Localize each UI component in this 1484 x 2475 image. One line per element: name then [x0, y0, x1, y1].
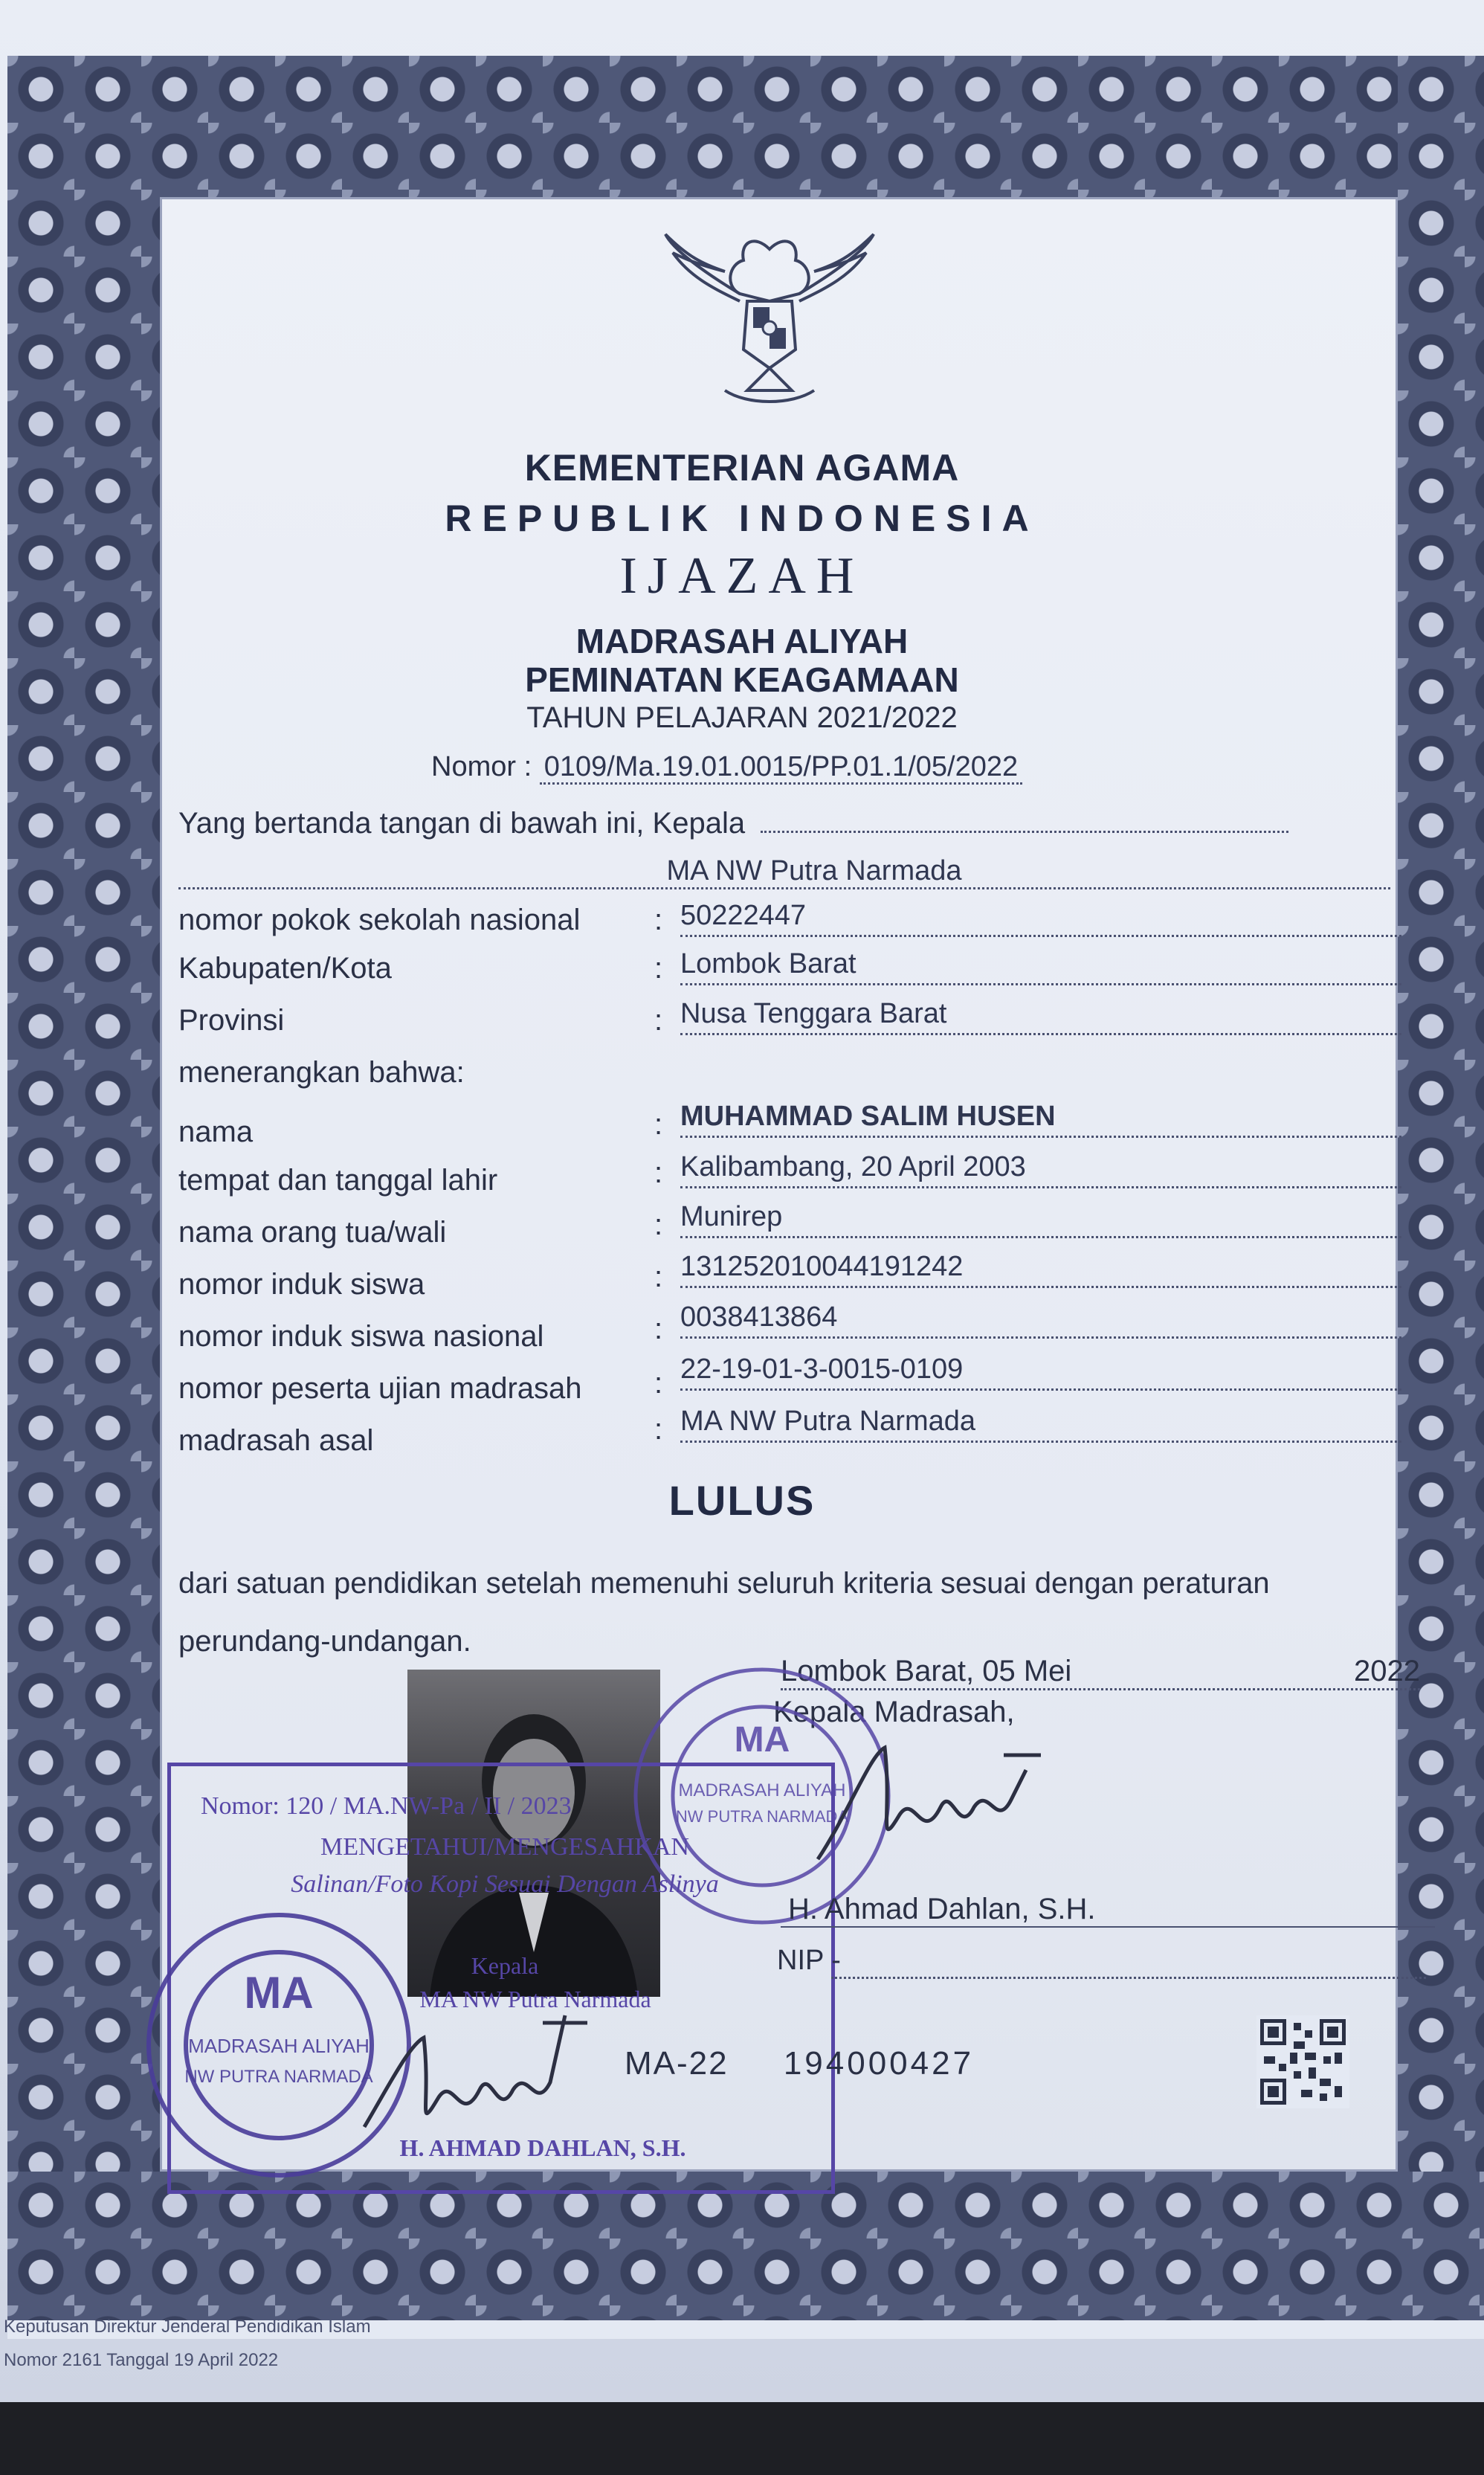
exam-number-label: nomor peserta ujian madrasah	[178, 1372, 582, 1405]
legal-stamp-line-a: MADRASAH ALIYAH	[188, 2035, 370, 2057]
parent-label: nama orang tua/wali	[178, 1216, 447, 1249]
colon: :	[654, 1208, 663, 1241]
document-code	[625, 2045, 974, 2082]
nip	[777, 1945, 1431, 1979]
place-date-text: Lombok Barat, 05 Mei	[781, 1655, 1072, 1687]
legalization-signature-icon	[349, 2001, 617, 2164]
intro-text: Yang bertanda tangan di bawah ini, Kepala	[178, 807, 746, 840]
origin-label: madrasah asal	[178, 1424, 374, 1457]
footer-decree: Keputusan Direktur Jenderal Pendidikan Islam	[4, 2317, 371, 2337]
qr-code-icon	[1256, 2015, 1349, 2108]
document-series: MA-22	[625, 2045, 729, 2082]
parent-value: Munirep	[680, 1201, 1401, 1238]
npsn-label: nomor pokok sekolah nasional	[178, 904, 581, 936]
legalization-signatory: H. AHMAD DAHLAN, S.H.	[399, 2134, 686, 2161]
certificate-number-value: 0109/Ma.19.01.0015/PP.01.1/05/2022	[540, 751, 1022, 785]
nisn-label: nomor induk siswa nasional	[178, 1320, 544, 1353]
school-year: TAHUN PELAJARAN 2021/2022	[526, 701, 958, 734]
name-value: MUHAMMAD SALIM HUSEN	[680, 1101, 1401, 1138]
place-date-year: 2022	[1354, 1655, 1420, 1687]
stamp-line-a: MADRASAH ALIYAH	[678, 1780, 846, 1800]
colon: :	[654, 1156, 663, 1189]
legalization-line3: Kepala	[471, 1952, 539, 1979]
photo-bottom-shadow	[0, 2402, 1484, 2475]
footer-decree-number: Nomor 2161 Tanggal 19 April 2022	[4, 2350, 279, 2370]
legalization-line2: Salinan/Foto Kopi Sesuai Dengan Aslinya	[291, 1870, 719, 1898]
nip-label: NIP	[777, 1945, 824, 1976]
colon: :	[654, 904, 663, 936]
ornamental-border-bottom	[7, 2172, 1484, 2320]
document-title: IJAZAH	[619, 547, 865, 605]
school-type: MADRASAH ALIYAH	[575, 622, 909, 660]
exam-number-value: 22-19-01-3-0015-0109	[680, 1354, 1401, 1391]
certificate-number-label: Nomor :	[431, 751, 532, 782]
colon: :	[654, 1108, 663, 1141]
legalization-line4: MA NW Putra Narmada	[419, 1986, 651, 2012]
regency-value: Lombok Barat	[680, 948, 1401, 985]
origin-value: MA NW Putra Narmada	[680, 1406, 1401, 1443]
legalization-line1: MENGETAHUI/MENGESAHKAN	[320, 1833, 689, 1861]
dotted-line	[761, 831, 1288, 833]
legal-stamp-abbr: MA	[244, 1968, 314, 2018]
graduation-status: LULUS	[668, 1477, 816, 1524]
birth-label: tempat dan tanggal lahir	[178, 1164, 498, 1197]
birth-value: Kalibambang, 20 April 2003	[680, 1151, 1401, 1188]
legal-stamp-line-b: NW PUTRA NARMADA	[184, 2067, 373, 2087]
legalization-number: Nomor: 120 / MA.NW-Pa / II / 2023	[201, 1792, 572, 1820]
nis-value: 131252010044191242	[680, 1251, 1401, 1288]
declares-text: menerangkan bahwa:	[178, 1056, 465, 1089]
colon: :	[654, 1004, 663, 1037]
colon: :	[654, 1413, 663, 1446]
garuda-emblem-icon	[658, 219, 881, 413]
specialization: PEMINATAN KEAGAMAAN	[525, 660, 959, 699]
ornamental-border-top	[7, 56, 1465, 197]
certificate-number	[431, 751, 1022, 783]
nis-label: nomor induk siswa	[178, 1268, 425, 1301]
colon: :	[654, 1367, 663, 1400]
nip-value: -	[831, 1945, 1426, 1979]
school-name: MA NW Putra Narmada	[178, 855, 1390, 889]
colon: :	[654, 1313, 663, 1345]
npsn-value: 50222447	[680, 900, 1401, 937]
colon: :	[654, 1261, 663, 1293]
stamp-line-b: NW PUTRA NARMADA	[675, 1807, 849, 1826]
document-serial: 194000427	[783, 2045, 975, 2082]
ministry-name: KEMENTERIAN AGAMA	[524, 447, 960, 489]
colon: :	[654, 952, 663, 985]
country-name: REPUBLIK INDONESIA	[445, 498, 1039, 539]
regency-label: Kabupaten/Kota	[178, 952, 392, 985]
stamp-abbr: MA	[734, 1720, 790, 1760]
head-signatory: H. Ahmad Dahlan, S.H.	[781, 1893, 1435, 1928]
graduation-statement: dari satuan pendidikan setelah memenuhi seluruh kriteria sesuai dengan peraturan perundang-undangan.	[178, 1567, 1270, 1658]
province-value: Nusa Tenggara Barat	[680, 998, 1401, 1035]
province-label: Provinsi	[178, 1004, 285, 1037]
signature-scribble-icon	[803, 1725, 1085, 1889]
nisn-value: 0038413864	[680, 1301, 1401, 1339]
head-title: Kepala Madrasah,	[773, 1696, 1015, 1728]
intro-line	[178, 807, 1288, 840]
name-label: nama	[178, 1116, 254, 1148]
